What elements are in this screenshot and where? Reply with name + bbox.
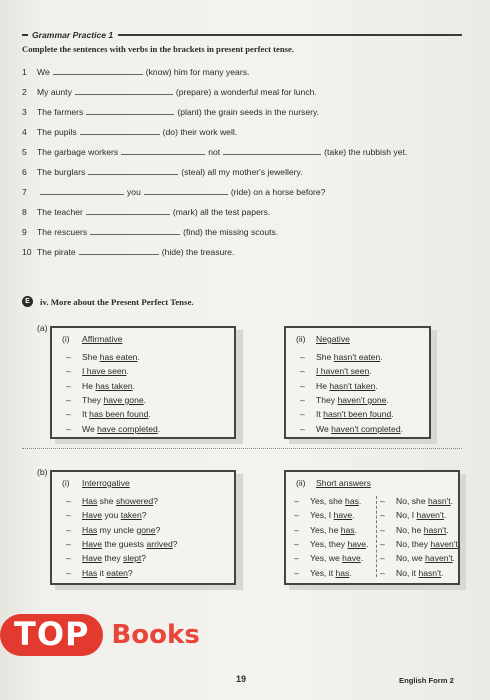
example-text: . [441, 567, 444, 578]
dash-bullet: – [380, 496, 385, 506]
example-text: Have [82, 510, 103, 521]
example-text: . [380, 352, 383, 362]
question-text: you [127, 187, 141, 197]
example-line [380, 539, 460, 549]
dash-bullet: – [380, 553, 385, 564]
answer-blank [75, 86, 173, 95]
answer-blank [86, 206, 170, 215]
question-item [22, 66, 249, 77]
dash-bullet: – [294, 496, 299, 506]
question-text: (ride) on a horse before? [230, 187, 326, 197]
example-line [66, 409, 151, 419]
example-text: arrived [146, 538, 173, 549]
logo-top-text: TOP [0, 614, 103, 656]
question-text: (steal) all my mother's jewellery. [181, 167, 303, 177]
example-text: They [316, 394, 338, 405]
example-text: . [352, 510, 355, 521]
dash-bullet: – [294, 538, 299, 549]
dash-bullet: – [380, 524, 385, 535]
example-text: Yes, it [310, 567, 336, 578]
example-text: . [358, 496, 362, 506]
example-text: They [82, 394, 104, 405]
example-line [294, 510, 355, 520]
example-text: Has [82, 524, 98, 535]
header-dash [22, 34, 28, 36]
dash-bullet: – [66, 409, 71, 420]
example-text: . [354, 524, 357, 535]
answer-blank [80, 126, 160, 135]
example-line [66, 568, 133, 578]
answers-separator [376, 496, 377, 577]
example-text: hasn't been found [323, 409, 392, 420]
example-text: ? [153, 496, 158, 506]
question-item [22, 166, 303, 177]
example-line [300, 381, 378, 391]
question-text: (know) him for many years. [145, 67, 250, 77]
answer-blank [40, 186, 124, 195]
example-text: has [335, 567, 350, 578]
example-text: taken [120, 510, 142, 521]
answer-blank [90, 226, 180, 235]
example-text: Has [82, 496, 98, 506]
dash-bullet: – [66, 423, 71, 434]
example-text: . [360, 553, 364, 564]
example-text: has [340, 524, 355, 535]
example-text: He [82, 380, 96, 391]
dash-bullet: – [294, 553, 299, 564]
example-text: . [386, 394, 389, 405]
example-text: She [82, 352, 100, 362]
header-rule [118, 34, 462, 36]
example-line [66, 553, 146, 563]
question-text: (mark) all the test papers. [172, 207, 271, 217]
example-line [380, 496, 453, 506]
question-number: 9 [22, 227, 27, 237]
question-item [22, 206, 270, 217]
example-line [294, 525, 357, 535]
example-line [66, 381, 135, 391]
dash-bullet: – [300, 352, 305, 362]
question-number: 6 [22, 167, 27, 177]
example-text: Have [82, 553, 103, 564]
part-b-label: (b) [37, 467, 48, 477]
example-text: I have seen [82, 366, 127, 377]
example-text: haven't completed [331, 423, 401, 434]
question-number: 7 [22, 187, 27, 197]
example-text: hasn't taken [329, 380, 376, 391]
example-text: No, he [396, 524, 424, 535]
example-line [380, 553, 455, 563]
example-text: Yes, she [310, 496, 346, 506]
interrogative-box [50, 470, 236, 585]
example-text: slept [123, 553, 142, 564]
grammar-practice-header [22, 30, 462, 40]
dash-bullet: – [66, 394, 71, 405]
footer-text: English Form 2 [399, 676, 454, 685]
answer-blank [88, 166, 178, 175]
section-divider [22, 448, 462, 449]
question-item [22, 86, 317, 97]
question-number: 2 [22, 87, 27, 97]
negative-heading: Negative [316, 334, 350, 344]
dash-bullet: – [66, 496, 71, 506]
question-text: (find) the missing scouts. [183, 227, 279, 237]
example-line [66, 424, 160, 434]
example-line [294, 553, 363, 563]
example-text: it [97, 567, 107, 578]
example-text: . [143, 394, 147, 405]
header-title: Grammar Practice 1 [32, 30, 114, 40]
example-text: Yes, I [310, 510, 334, 521]
dash-bullet: – [380, 538, 385, 549]
example-text: Has [82, 567, 98, 578]
example-text: Yes, he [310, 524, 341, 535]
question-text: The burglars [37, 167, 86, 177]
question-text: (plant) the grain seeds in the nursery. [177, 107, 320, 117]
dash-bullet: – [294, 524, 299, 535]
example-text: No, I [396, 510, 417, 521]
example-text: It [82, 409, 90, 420]
dash-bullet: – [66, 380, 71, 391]
question-text: The rescuers [37, 227, 88, 237]
interrogative-roman: (i) [62, 478, 70, 488]
question-text: The teacher [37, 207, 83, 217]
example-text: hasn't [423, 524, 447, 535]
dash-bullet: – [380, 510, 385, 521]
example-text: . [446, 524, 449, 535]
example-text: . [126, 366, 129, 377]
dash-bullet: – [66, 538, 71, 549]
example-text: showered [115, 496, 154, 506]
question-text: not [208, 147, 221, 157]
example-text: Yes, they [310, 538, 348, 549]
example-text: . [349, 567, 352, 578]
answer-blank [121, 146, 205, 155]
example-line [294, 568, 352, 578]
example-line [66, 525, 160, 535]
dash-bullet: – [66, 352, 71, 362]
dash-bullet: – [66, 553, 71, 564]
example-text: . [452, 553, 455, 564]
example-text: gone [136, 524, 156, 535]
question-text: (take) the rubbish yet. [324, 147, 408, 157]
question-item [22, 106, 319, 117]
example-line [380, 568, 444, 578]
example-text: haven't [425, 553, 453, 564]
example-text: We [82, 423, 98, 434]
dash-bullet: – [300, 380, 305, 391]
example-line [300, 395, 389, 405]
example-text: . [137, 352, 140, 362]
part-a-label: (a) [37, 323, 48, 333]
answer-blank [86, 106, 174, 115]
example-text: haven't gone [337, 394, 387, 405]
example-text: eaten [106, 567, 128, 578]
example-text: my uncle [97, 524, 137, 535]
short-answers-box [284, 470, 460, 585]
interrogative-heading: Interrogative [82, 478, 130, 488]
example-line [66, 539, 178, 549]
example-line [380, 510, 446, 520]
dash-bullet: – [66, 366, 71, 377]
example-line [300, 424, 403, 434]
question-number: 10 [22, 247, 32, 257]
example-line [300, 366, 372, 376]
negative-roman: (ii) [296, 334, 306, 344]
example-line [66, 395, 146, 405]
example-text: haven't [416, 510, 444, 521]
question-text: The garbage workers [37, 147, 119, 157]
question-text: The farmers [37, 107, 84, 117]
question-text: (hide) the treasure. [161, 247, 235, 257]
section-badge: E [22, 296, 33, 307]
example-text: ? [172, 538, 178, 549]
dash-bullet: – [300, 394, 305, 405]
dash-bullet: – [66, 510, 71, 521]
example-text: haven't [430, 538, 458, 549]
example-text: I haven't seen [316, 366, 370, 377]
example-text: . [157, 423, 161, 434]
example-line [380, 525, 449, 535]
dash-bullet: – [380, 567, 385, 578]
affirmative-heading: Affirmative [82, 334, 123, 344]
example-text: hasn't eaten [333, 352, 381, 362]
dash-bullet: – [294, 567, 299, 578]
short-answers-roman: (ii) [296, 478, 306, 488]
answer-blank [223, 146, 321, 155]
example-text: ? [141, 553, 147, 564]
example-text: the guests [102, 538, 147, 549]
example-line [66, 366, 129, 376]
section-title: iv. More about the Present Perfect Tense. [40, 296, 194, 307]
example-line [294, 496, 361, 506]
example-text: No, they [396, 538, 431, 549]
example-text: . [369, 366, 372, 377]
question-text: (prepare) a wonderful meal for lunch. [175, 87, 317, 97]
example-text: hasn't [428, 496, 451, 506]
question-text: My aunty [37, 87, 72, 97]
dash-bullet: – [294, 510, 299, 521]
example-text: No, she [396, 496, 429, 506]
question-text: We [37, 67, 50, 77]
logo-books-text: Books [111, 620, 200, 650]
example-text: have [333, 510, 353, 521]
example-text: . [400, 423, 403, 434]
topbooks-logo [0, 604, 200, 666]
instruction-text: Complete the sentences with verbs in the brackets in present perfect tense. [22, 44, 294, 54]
example-text: Yes, we [310, 553, 343, 564]
example-text: . [457, 538, 461, 549]
question-text: The pirate [37, 247, 76, 257]
example-line [66, 352, 140, 362]
example-line [300, 352, 383, 362]
example-text: hasn't [418, 567, 442, 578]
example-text: have gone [103, 394, 144, 405]
example-text: She [316, 352, 334, 362]
example-text: . [444, 510, 447, 521]
question-item [22, 246, 234, 257]
dash-bullet: – [66, 567, 71, 578]
dash-bullet: – [300, 423, 305, 434]
example-text: she [97, 496, 116, 506]
example-text: . [391, 409, 394, 420]
answer-blank [144, 186, 228, 195]
example-text: has taken [95, 380, 133, 391]
example-text: . [366, 538, 369, 549]
example-text: It [316, 409, 324, 420]
example-text: have [342, 553, 361, 564]
question-number: 4 [22, 127, 27, 137]
example-text: . [132, 380, 136, 391]
example-text: you [102, 510, 121, 521]
example-text: Have [82, 538, 103, 549]
question-number: 8 [22, 207, 27, 217]
example-text: has eaten [99, 352, 138, 362]
example-text: they [102, 553, 124, 564]
example-text: has [345, 496, 359, 506]
short-answers-heading: Short answers [316, 478, 371, 488]
answer-blank [53, 66, 143, 75]
example-text: ? [141, 510, 147, 521]
example-text: ? [127, 567, 133, 578]
page-number: 19 [236, 674, 247, 684]
question-item [22, 146, 407, 157]
example-text: We [316, 423, 332, 434]
example-line [66, 496, 158, 506]
answer-blank [79, 246, 159, 255]
example-text: . [375, 380, 378, 391]
example-text: . [450, 496, 454, 506]
example-text: No, it [396, 567, 419, 578]
dash-bullet: – [300, 366, 305, 377]
negative-box [284, 326, 431, 439]
example-text: have [347, 538, 367, 549]
example-text: ? [155, 524, 161, 535]
question-item [22, 226, 278, 237]
example-text: has been found [89, 409, 149, 420]
affirmative-box [50, 326, 236, 439]
example-text: No, we [396, 553, 426, 564]
example-text: . [148, 409, 151, 420]
question-item [22, 126, 237, 137]
question-text: The pupils [37, 127, 77, 137]
example-line [300, 409, 394, 419]
question-number: 3 [22, 107, 27, 117]
question-number: 5 [22, 147, 27, 157]
example-text: have completed [97, 423, 158, 434]
example-line [294, 539, 368, 549]
question-number: 1 [22, 67, 27, 77]
dash-bullet: – [300, 409, 305, 420]
example-line [66, 510, 147, 520]
question-text: (do) their work well. [162, 127, 238, 137]
section-e-heading [22, 296, 194, 307]
example-text: He [316, 380, 330, 391]
affirmative-roman: (i) [62, 334, 70, 344]
dash-bullet: – [66, 524, 71, 535]
question-item [22, 186, 325, 197]
